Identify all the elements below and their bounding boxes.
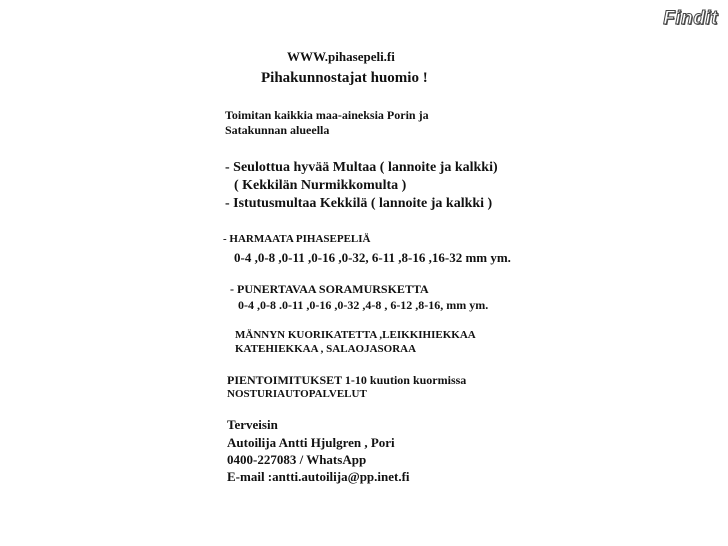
website-url: WWW.pihasepeli.fi	[287, 49, 395, 64]
item-kuorikate-line-2: KATEHIEKKAA , SALAOJASORAA	[235, 343, 417, 355]
document-heading: Pihakunnostajat huomio !	[261, 70, 428, 86]
item-istutusmultaa: - Istutusmultaa Kekkilä ( lannoite ja kalkki )	[225, 196, 493, 211]
item-kuorikate-line-1: MÄNNYN KUORIKATETTA ,LEIKKIHIEKKAA	[235, 329, 476, 341]
item-soramurske-title: - PUNERTAVAA SORAMURSKETTA	[230, 282, 429, 296]
item-multaa-line-1: - Seulottua hyvää Multaa ( lannoite ja kalkki)	[225, 160, 498, 175]
contact-phone: 0400-227083 / WhatsApp	[227, 452, 367, 467]
item-pihasepeli-title: - HARMAATA PIHASEPELIÄ	[223, 233, 371, 245]
small-deliveries: PIENTOIMITUKSET 1-10 kuution kuormissa	[227, 373, 467, 387]
intro-line-2: Satakunnan alueella	[225, 123, 330, 137]
greeting: Terveisin	[227, 417, 278, 432]
item-pihasepeli-sizes: 0-4 ,0-8 ,0-11 ,0-16 ,0-32, 6-11 ,8-16 ,16-32 mm ym.	[234, 250, 511, 265]
signature-name: Autoilija Antti Hjulgren , Pori	[227, 435, 395, 450]
findit-watermark-logo: Findit	[663, 8, 718, 29]
intro-line-1: Toimitan kaikkia maa-aineksia Porin ja	[225, 108, 429, 122]
item-multaa-line-2: ( Kekkilän Nurmikkomulta )	[234, 178, 407, 193]
crane-services: NOSTURIAUTOPALVELUT	[227, 388, 367, 400]
item-soramurske-sizes: 0-4 ,0-8 .0-11 ,0-16 ,0-32 ,4-8 , 6-12 ,8-16, mm ym.	[238, 298, 489, 312]
contact-email: E-mail :antti.autoilija@pp.inet.fi	[227, 469, 410, 484]
